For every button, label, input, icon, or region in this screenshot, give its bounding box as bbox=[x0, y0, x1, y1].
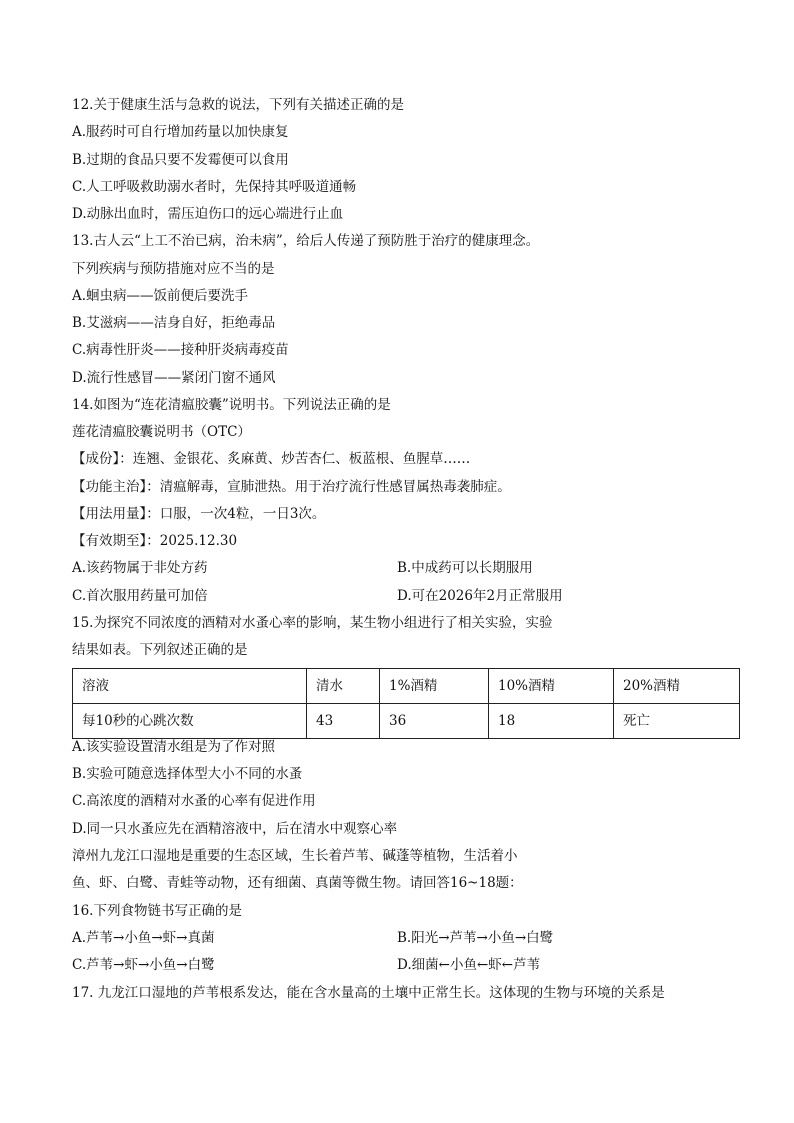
q15-stem-line1: 15.为探究不同浓度的酒精对水蚤心率的影响，某生物小组进行了相关实验，实验 bbox=[72, 615, 553, 631]
q13-option-a: A.蛔虫病——饭前便后要洗手 bbox=[72, 288, 249, 304]
table-cell: 43 bbox=[307, 704, 380, 739]
passage-line2: 鱼、虾、白鹭、青蛙等动物，还有细菌、真菌等微生物。请回答16~18题： bbox=[72, 875, 523, 891]
q17-stem: 17. 九龙江口湿地的芦苇根系发达，能在含水量高的土壤中正常生长。这体现的生物与环境的关系是 bbox=[72, 985, 665, 1001]
manual-title: 莲花清瘟胶囊说明书（OTC） bbox=[72, 424, 251, 440]
q13-stem-line2: 下列疾病与预防措施对应不当的是 bbox=[72, 261, 275, 277]
q16-option-a: A.芦苇→小鱼→虾→真菌 bbox=[72, 930, 215, 946]
q13-option-c: C.病毒性肝炎——接种肝炎病毒疫苗 bbox=[72, 342, 289, 358]
table-cell: 死亡 bbox=[614, 704, 740, 739]
passage-line1: 漳州九龙江口湿地是重要的生态区域，生长着芦苇、碱蓬等植物，生活着小 bbox=[72, 848, 518, 864]
q12-option-a: A.服药时可自行增加药量以加快康复 bbox=[72, 124, 289, 140]
q16-stem: 16.下列食物链书写正确的是 bbox=[72, 903, 242, 919]
q15-option-a: A.该实验设置清水组是为了作对照 bbox=[72, 739, 276, 755]
q12-option-b: B.过期的食品只要不发霉便可以食用 bbox=[72, 152, 289, 168]
manual-ingredients: 【成份】：连翘、金银花、炙麻黄、炒苦杏仁、板蓝根、鱼腥草…… bbox=[72, 451, 471, 467]
heart-rate-table bbox=[72, 668, 740, 739]
manual-dosage: 【用法用量】：口服，一次4粒，一日3次。 bbox=[72, 506, 326, 522]
q14-stem: 14.如图为“连花清瘟胶囊”说明书。下列说法正确的是 bbox=[72, 397, 391, 413]
q16-option-d: D.细菌←小鱼←虾←芦苇 bbox=[397, 957, 541, 973]
table-header-cell: 20%酒精 bbox=[614, 669, 740, 704]
q15-option-d: D.同一只水蚤应先在酒精溶液中，后在清水中观察心率 bbox=[72, 821, 398, 837]
manual-function: 【功能主治】：清瘟解毒，宣肺泄热。用于治疗流行性感冒属热毒袭肺症。 bbox=[72, 479, 511, 495]
q16-option-b: B.阳光→芦苇→小鱼→白鹭 bbox=[397, 930, 554, 946]
table-header-cell: 清水 bbox=[307, 669, 380, 704]
manual-expiry: 【有效期至】：2025.12.30 bbox=[72, 533, 238, 549]
q15-stem-line2: 结果如表。下列叙述正确的是 bbox=[72, 642, 248, 658]
q15-option-b: B.实验可随意选择体型大小不同的水蚤 bbox=[72, 766, 303, 782]
q12-option-d: D.动脉出血时，需压迫伤口的远心端进行止血 bbox=[72, 206, 344, 222]
q14-option-a: A.该药物属于非处方药 bbox=[72, 560, 208, 576]
q13-option-d: D.流行性感冒——紧闭门窗不通风 bbox=[72, 370, 276, 386]
table-cell: 36 bbox=[380, 704, 489, 739]
table-row bbox=[73, 704, 740, 739]
q13-option-b: B.艾滋病——洁身自好，拒绝毒品 bbox=[72, 315, 276, 331]
q16-option-c: C.芦苇→虾→小鱼→白鹭 bbox=[72, 957, 215, 973]
table-header-cell: 溶液 bbox=[73, 669, 307, 704]
q12-option-c: C.人工呼吸救助溺水者时，先保持其呼吸道通畅 bbox=[72, 179, 357, 195]
table-header-cell: 1%酒精 bbox=[380, 669, 489, 704]
q14-option-c: C.首次服用药量可加倍 bbox=[72, 588, 208, 604]
table-header-row bbox=[73, 669, 740, 704]
q12-stem: 12.关于健康生活与急救的说法，下列有关描述正确的是 bbox=[72, 97, 404, 113]
table-cell: 18 bbox=[489, 704, 614, 739]
table-cell: 每10秒的心跳次数 bbox=[73, 704, 307, 739]
q14-option-d: D.可在2026年2月正常服用 bbox=[397, 588, 563, 604]
q14-option-b: B.中成药可以长期服用 bbox=[397, 560, 533, 576]
q13-stem-line1: 13.古人云“上工不治已病，治未病”，给后人传递了预防胜于治疗的健康理念。 bbox=[72, 233, 540, 249]
table-header-cell: 10%酒精 bbox=[489, 669, 614, 704]
q15-option-c: C.高浓度的酒精对水蚤的心率有促进作用 bbox=[72, 793, 316, 809]
